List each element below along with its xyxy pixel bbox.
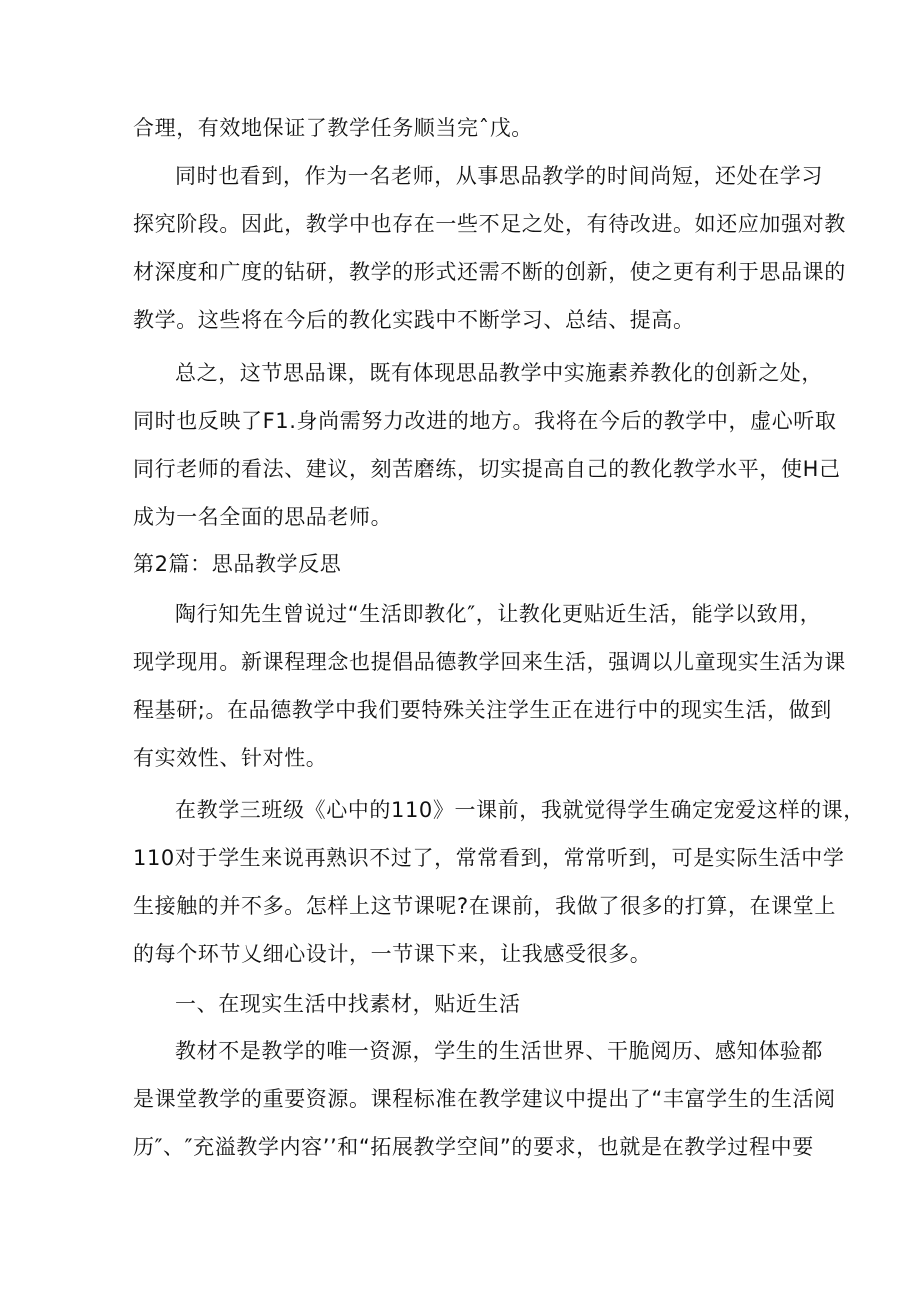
text-line: 教学。这些将在今后的教化实践中不断学习、总结、提高。 <box>133 308 695 332</box>
section-subheading: 一、在现实生活中找素材，贴近生活 <box>175 992 521 1016</box>
text-line: 在教学三班级《心中的110》一课前，我就觉得学生确定宠爱这样的课， <box>175 798 865 822</box>
text-line: 生接触的并不多。怎样上这节课呢?在课前，我做了很多的打算，在课堂上 <box>133 894 836 918</box>
text-line: 有实效性、针对性。 <box>133 746 328 770</box>
text-line: 教材不是教学的唯一资源，学生的生活世界、干脆阅历、感知体验都 <box>175 1039 823 1063</box>
text-line: 探究阶段。因此，教学中也存在一些不足之处，有待改进。如还应加强对教 <box>133 212 846 236</box>
text-line: 是课堂教学的重要资源。课程标准在教学建议中提出了“丰富学生的生活阅 <box>133 1087 836 1111</box>
text-line: 同时也看到，作为一名老师，从事思品教学的时间尚短，还处在学习 <box>175 164 823 188</box>
section-heading: 第2篇：思品教学反思 <box>133 552 342 576</box>
text-line: 材深度和广度的钻研，教学的形式还需不断的创新，使之更有利于思品课的 <box>133 260 846 284</box>
text-line: 程基研;。在品德教学中我们要特殊关注学生正在进行中的现实生活，做到 <box>133 698 832 722</box>
text-line: 同时也反映了F1.身尚需努力改进的地方。我将在今后的教学中，虚心听取 <box>133 409 837 433</box>
text-line: 历″、″充溢教学内容’’和“拓展教学空间”的要求，也就是在教学过程中要 <box>133 1135 814 1159</box>
text-line: 合理，有效地保证了教学任务顺当完ˆ戊。 <box>133 116 533 140</box>
text-line: 现学现用。新课程理念也提倡品德教学回来生活，强调以儿童现实生活为课 <box>133 650 846 674</box>
text-line: 同行老师的看法、建议，刻苦磨练，切实提高自己的教化教学水平，使H己 <box>133 457 841 481</box>
text-line: 成为一名全面的思品老师。 <box>133 505 393 529</box>
text-line: 的每个环节乂细心设计，一节课下来，让我感受很多。 <box>133 942 652 966</box>
text-line: 110对于学生来说再熟识不过了，常常看到，常常听到，可是实际生活中学 <box>133 846 845 870</box>
text-line: 总之，这节思品课，既有体现思品教学中实施素养教化的创新之处， <box>175 361 823 385</box>
text-line: 陶行知先生曾说过“生活即教化″，让教化更贴近生活，能学以致用， <box>175 602 822 626</box>
